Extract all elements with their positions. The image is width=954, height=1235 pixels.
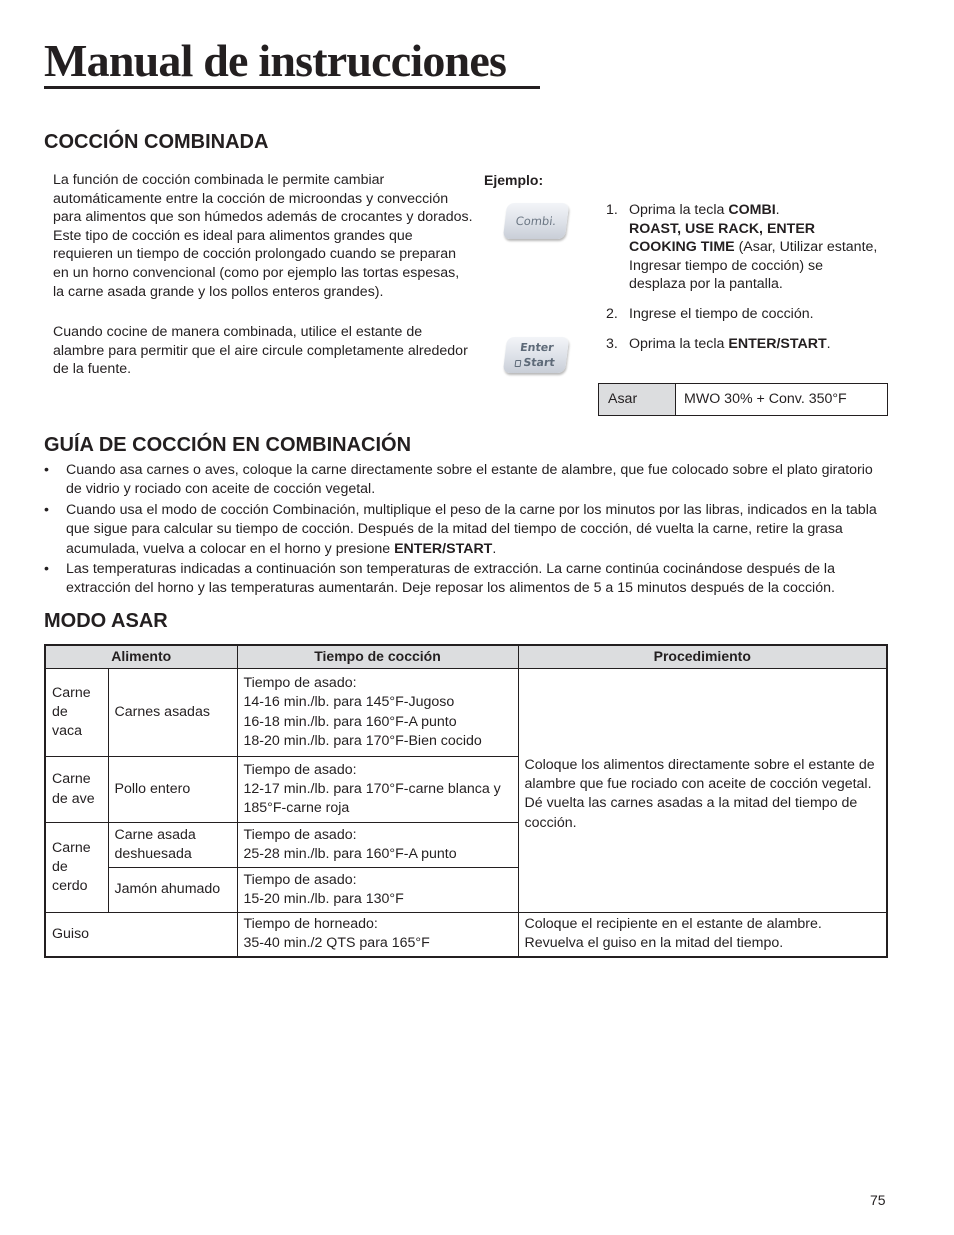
guide-bullets (44, 461, 888, 599)
roast-mode-table (44, 644, 888, 958)
intro-paragraph: La función de cocción combinada le permite cambiar automáticamente entre la cocción de microondas y convección para alimentos que son húmedos además de crocantes y dorados. Este tipo de cocción es ideal para alimentos grandes que requieren un tiempo de cocción prolongado cuando se preparan en un horno convencional (como por ejemplo las tortas espesas, la carne asada grande y los pollos enteros grandes). (53, 172, 473, 300)
table-header-row (45, 645, 887, 669)
example-display-table (598, 383, 888, 416)
time-cell: Tiempo de horneado: 35-40 min./2 QTS para 165°F (237, 913, 518, 957)
category-cell: Carne de ave (45, 757, 108, 823)
rack-paragraph: Cuando cocine de manera combinada, utilice el estante de alambre para permitir que el aire circule completamente alrededor de la fuente. (53, 324, 468, 378)
step-item: 1. Oprima la tecla COMBI. ROAST, USE RACK, ENTER COOKING TIME (Asar, Utilizar estante, Ingresar tiempo de cocción) se desplaza por la pantalla. (606, 202, 878, 293)
example-display-label: Asar (599, 384, 676, 415)
time-cell: Tiempo de asado: 25-28 min./lb. para 160°F-A punto (237, 823, 518, 868)
procedure-cell: Coloque los alimentos directamente sobre el estante de alambre que fue rociado con aceite de cocción vegetal. Dé vuelta las carnes asadas a la mitad del tiempo de cocción. (518, 669, 887, 913)
example-label: Ejemplo: (484, 172, 544, 188)
table-row (45, 669, 887, 757)
step-item: 3. Oprima la tecla ENTER/START. (606, 335, 831, 352)
lock-icon (515, 360, 522, 367)
item-cell: Guiso (45, 913, 237, 957)
start-key-label: Start (522, 356, 556, 369)
example-steps (606, 201, 878, 353)
time-cell: Tiempo de asado: 15-20 min./lb. para 130°F (237, 868, 518, 913)
category-cell: Carne de vaca (45, 669, 108, 757)
item-cell: Pollo entero (108, 757, 237, 823)
col-header-tiempo: Tiempo de cocción (237, 645, 518, 669)
procedure-cell: Coloque el recipiente en el estante de alambre. Revuelva el guiso en la mitad del tiempo. (518, 913, 887, 957)
time-cell: Tiempo de asado: 14-16 min./lb. para 145°F-Jugoso 16-18 min./lb. para 160°F-A punto 18-20 min./lb. para 170°F-Bien cocido (237, 669, 518, 757)
category-cell: Carne de cerdo (45, 823, 108, 913)
section-heading-modo-asar: MODO ASAR (44, 610, 168, 632)
step-item: 2. Ingrese el tiempo de cocción. (606, 305, 814, 322)
list-item: • Cuando usa el modo de cocción Combinación, multiplique el peso de la carne por los minutos por las libras, indicados en la tabla que sigue para calcular su tiempo de cocción. Después de la mitad del tiempo de cocción, dé vuelta la carne, retire la grasa acumulada, vuelva a colocar en el horno y presione ENTER/START. (44, 501, 888, 559)
table-row (45, 913, 887, 957)
col-header-procedimiento: Procedimiento (518, 645, 887, 669)
combi-key (503, 203, 569, 239)
enter-key-label: Enter (519, 341, 555, 354)
list-item: • Las temperaturas indicadas a continuación son temperaturas de extracción. La carne continúa cocinándose después de la extracción del horno y las temperaturas aumentarán. Deje reposar los alimentos de 5 a 15 minutos después de la cocción. (44, 560, 888, 599)
time-cell: Tiempo de asado: 12-17 min./lb. para 170°F-carne blanca y 185°F-carne roja (237, 757, 518, 823)
title-underline (44, 86, 540, 89)
section-heading-coccion-combinada: COCCIÓN COMBINADA (44, 131, 269, 153)
col-header-alimento: Alimento (45, 645, 237, 669)
list-item: • Cuando asa carnes o aves, coloque la carne directamente sobre el estante de alambre, que fue colocado sobre el plato giratorio de vidrio y rociado con aceite de cocción vegetal. (44, 461, 888, 500)
example-display-value: MWO 30% + Conv. 350°F (684, 391, 847, 407)
section-heading-guia: GUÍA DE COCCIÓN EN COMBINACIÓN (44, 434, 412, 456)
page-title: Manual de instrucciones (44, 35, 507, 86)
enter-start-key (503, 337, 569, 373)
page-number: 75 (870, 1192, 886, 1208)
combi-key-label: Combi. (514, 214, 558, 228)
item-cell: Carnes asadas (108, 669, 237, 757)
item-cell: Jamón ahumado (108, 868, 237, 913)
item-cell: Carne asada deshuesada (108, 823, 237, 868)
